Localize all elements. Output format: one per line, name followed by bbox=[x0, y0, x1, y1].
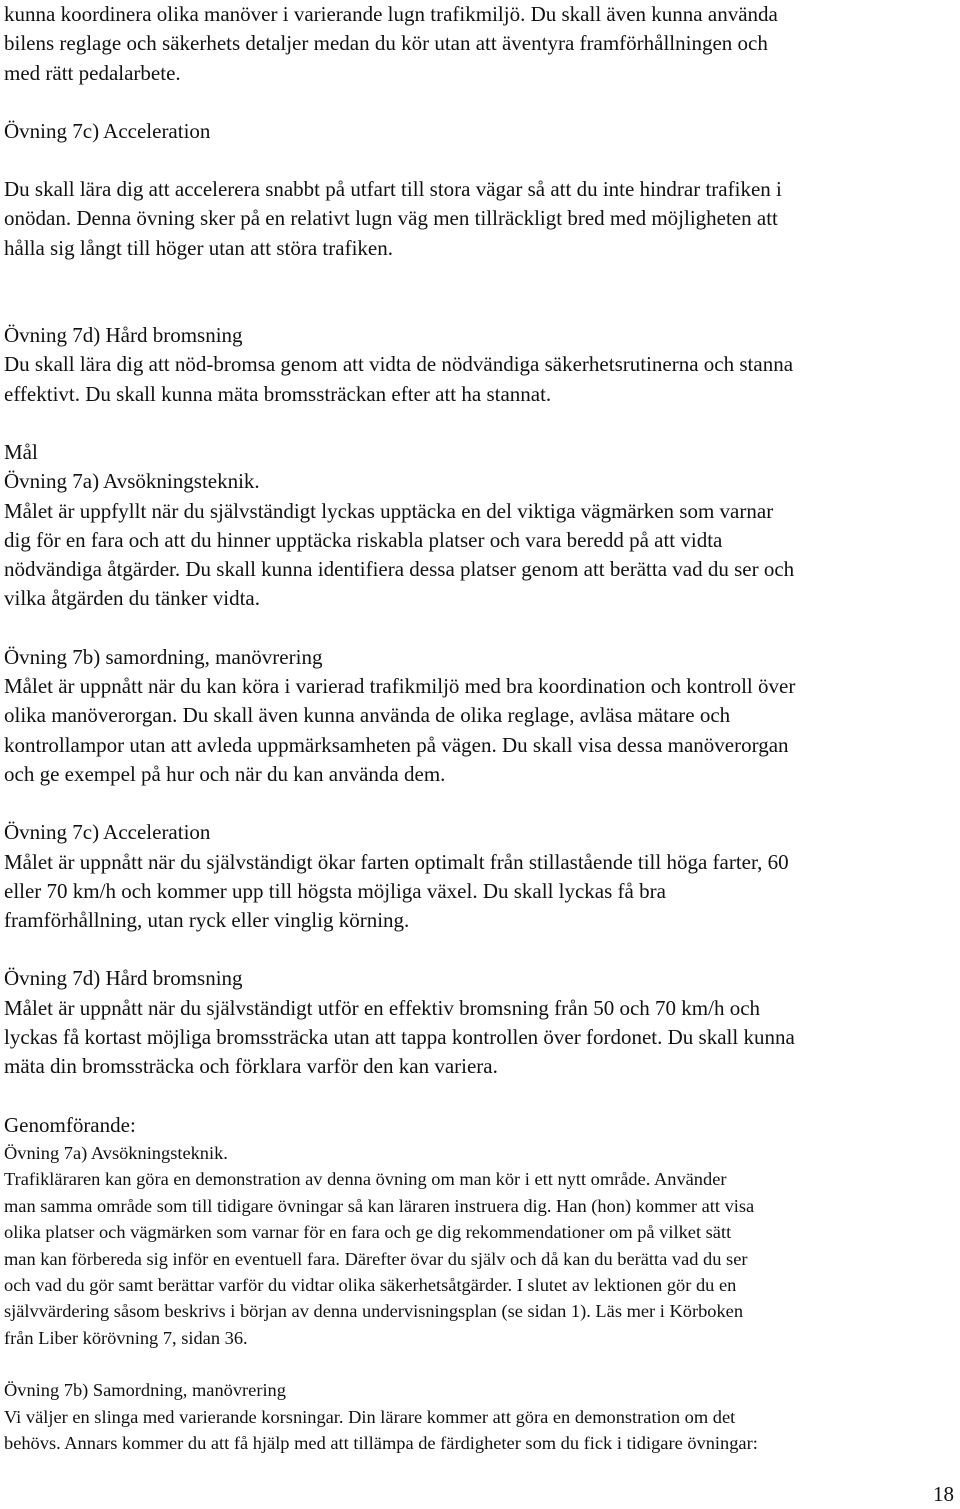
body-line: onödan. Denna övning sker på en relativt lugn väg men tillräckligt bred med möjligheten att bbox=[4, 206, 778, 231]
body-line: Målet är uppnått när du kan köra i varierad trafikmiljö med bra koordination och kontroll över bbox=[4, 674, 796, 699]
document-page bbox=[4, 0, 956, 1456]
body-line: Du skall lära dig att nöd-bromsa genom att vidta de nödvändiga säkerhetsrutinerna och stanna bbox=[4, 352, 794, 377]
body-line: självvärdering såsom beskrivs i början av denna undervisningsplan (se sidan 1). Läs mer i Körboken bbox=[4, 1301, 744, 1322]
mal-heading: Mål bbox=[4, 439, 38, 464]
section-mal-7c bbox=[4, 818, 956, 935]
body-line: behövs. Annars kommer du att få hjälp med att tillämpa de färdigheter som du fick i tidigare övningar: bbox=[4, 1432, 758, 1453]
body-line: olika manöverorgan. Du skall även kunna använda de olika reglage, avläsa mätare och bbox=[4, 703, 731, 728]
section-7c bbox=[4, 117, 956, 263]
genomforande-heading: Genomförande: bbox=[4, 1112, 136, 1137]
section-heading: Övning 7b) samordning, manövrering bbox=[4, 644, 323, 669]
body-line: Vi väljer en slinga med varierande korsningar. Din lärare kommer att göra en demonstration om det bbox=[4, 1406, 736, 1427]
body-line: man kan förbereda sig inför en eventuell fara. Därefter övar du själv och då kan du berätta vad du ser bbox=[4, 1248, 748, 1269]
section-heading: Övning 7d) Hård bromsning bbox=[4, 966, 243, 991]
section-heading: Övning 7c) Acceleration bbox=[4, 820, 211, 845]
body-line: framförhållning, utan ryck eller vinglig körning. bbox=[4, 908, 410, 933]
body-line: Du skall lära dig att accelerera snabbt på utfart till stora vägar så att du inte hindrar trafiken i bbox=[4, 177, 782, 202]
body-line: hålla sig långt till höger utan att störa trafiken. bbox=[4, 235, 393, 260]
body-line: effektivt. Du skall kunna mäta bromssträckan efter att ha stannat. bbox=[4, 381, 552, 406]
body-line: och ge exempel på hur och när du kan använda dem. bbox=[4, 761, 446, 786]
body-line: Målet är uppnått när du självständigt ökar farten optimalt från stillastående till höga farter, 60 bbox=[4, 849, 789, 874]
section-heading: Övning 7b) Samordning, manövrering bbox=[4, 1380, 286, 1401]
section-heading: Övning 7d) Hård bromsning bbox=[4, 323, 243, 348]
section-heading: Övning 7c) Acceleration bbox=[4, 118, 211, 143]
intro-line: bilens reglage och säkerhets detaljer medan du kör utan att äventyra framförhållningen och bbox=[4, 31, 768, 56]
intro-line: med rätt pedalarbete. bbox=[4, 60, 181, 85]
body-line: eller 70 km/h och kommer upp till högsta möjliga växel. Du skall lyckas få bra bbox=[4, 878, 666, 903]
section-mal-7d bbox=[4, 964, 956, 1081]
body-line: Målet är uppnått när du självständigt utför en effektiv bromsning från 50 och 70 km/h och bbox=[4, 995, 761, 1020]
body-line: Målet är uppfyllt när du självständigt lyckas upptäcka en del viktiga vägmärken som varnar bbox=[4, 498, 774, 523]
body-line: och vad du gör samt berättar varför du vidtar olika säkerhetsåtgärder. I slutet av lektionen gör du en bbox=[4, 1274, 737, 1295]
body-line: kontrollampor utan att avleda uppmärksamheten på vägen. Du skall visa dessa manöverorgan bbox=[4, 732, 789, 757]
intro-section bbox=[4, 0, 956, 88]
body-line: från Liber körövning 7, sidan 36. bbox=[4, 1327, 248, 1348]
section-gen-7b bbox=[4, 1377, 956, 1456]
section-heading: Övning 7a) Avsökningsteknik. bbox=[4, 469, 260, 494]
intro-line: kunna koordinera olika manöver i varierande lugn trafikmiljö. Du skall även kunna använda bbox=[4, 2, 778, 26]
section-gen-7a bbox=[4, 1140, 956, 1351]
body-line: Trafikläraren kan göra en demonstration av denna övning om man kör i ett nytt område. Använder bbox=[4, 1169, 727, 1190]
section-mal bbox=[4, 438, 956, 614]
section-mal-7b bbox=[4, 643, 956, 789]
section-heading: Övning 7a) Avsökningsteknik. bbox=[4, 1142, 228, 1163]
body-line: dig för en fara och att du hinner upptäcka riskabla platser och vara beredd på att vidta bbox=[4, 527, 723, 552]
genomforande-heading-block bbox=[4, 1111, 956, 1140]
body-line: nödvändiga åtgärder. Du skall kunna identifiera dessa platser genom att berätta vad du ser och bbox=[4, 557, 795, 582]
body-line: mäta din bromssträcka och förklara varför den kan variera. bbox=[4, 1054, 498, 1079]
body-line: olika platser och vägmärken som varnar för en fara och ge dig rekommendationer om på vilket sätt bbox=[4, 1222, 732, 1243]
body-line: vilka åtgärden du tänker vidta. bbox=[4, 586, 260, 611]
page-number: 18 bbox=[933, 1482, 954, 1506]
section-7d bbox=[4, 321, 956, 409]
body-line: man samma område som till tidigare övningar så kan läraren instruera dig. Han (hon) kommer att visa bbox=[4, 1195, 755, 1216]
body-line: lyckas få kortast möjliga bromssträcka utan att tappa kontrollen över fordonet. Du skall kunna bbox=[4, 1025, 795, 1050]
